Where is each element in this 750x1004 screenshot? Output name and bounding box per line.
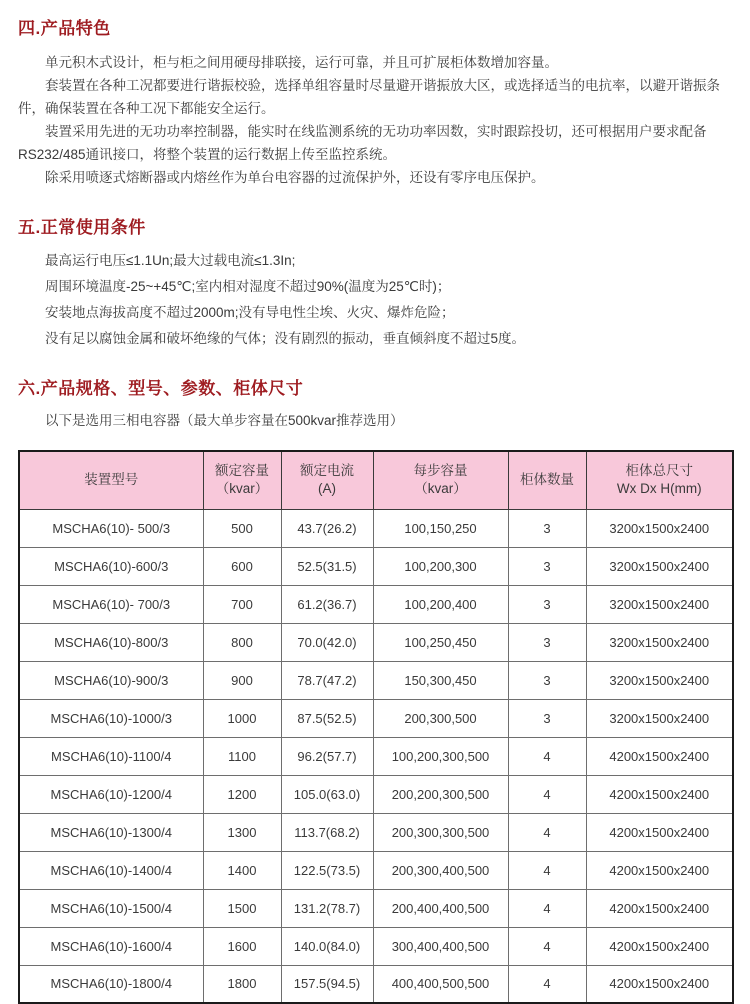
table-cell: 200,400,400,500 bbox=[373, 889, 508, 927]
table-cell: 1600 bbox=[203, 927, 281, 965]
table-cell: 100,200,300,500 bbox=[373, 737, 508, 775]
col-header-model bbox=[19, 451, 203, 509]
col-header-label: 柜体数量 bbox=[520, 472, 574, 488]
table-cell: 200,300,400,500 bbox=[373, 851, 508, 889]
col-header-label: 每步容量 bbox=[413, 463, 468, 479]
table-cell: MSCHA6(10)- 700/3 bbox=[19, 585, 203, 623]
col-header-sublabel: （kvar） bbox=[215, 481, 269, 497]
col-header-label: 额定容量 bbox=[215, 463, 269, 479]
section-heading-product-features: 四.产品特色 bbox=[18, 19, 111, 38]
spec-table-header bbox=[19, 451, 733, 509]
table-row bbox=[19, 889, 733, 927]
usage-conditions-lines bbox=[18, 248, 732, 352]
table-cell: 1000 bbox=[203, 699, 281, 737]
table-cell: 300,400,400,500 bbox=[373, 927, 508, 965]
table-cell: 3200x1500x2400 bbox=[586, 509, 733, 547]
paragraph: 单元积木式设计，柜与柜之间用硬母排联接，运行可靠，并且可扩展柜体数增加容量。 bbox=[45, 55, 558, 70]
col-header-rated-capacity bbox=[203, 451, 281, 509]
col-header-sublabel: （kvar） bbox=[414, 481, 467, 497]
table-cell: MSCHA6(10)-1000/3 bbox=[19, 699, 203, 737]
section-heading-usage-conditions: 五.正常使用条件 bbox=[18, 218, 146, 237]
table-cell: 52.5(31.5) bbox=[281, 547, 373, 585]
section-heading-product-specs: 六.产品规格、型号、参数、柜体尺寸 bbox=[18, 379, 304, 398]
table-cell: 900 bbox=[203, 661, 281, 699]
table-row bbox=[19, 965, 733, 1003]
table-cell: 100,150,250 bbox=[373, 509, 508, 547]
table-row bbox=[19, 927, 733, 965]
table-cell: 500 bbox=[203, 509, 281, 547]
table-cell: 1200 bbox=[203, 775, 281, 813]
table-cell: 700 bbox=[203, 585, 281, 623]
table-cell: 4 bbox=[508, 965, 586, 1003]
table-cell: 131.2(78.7) bbox=[281, 889, 373, 927]
table-cell: 157.5(94.5) bbox=[281, 965, 373, 1003]
table-cell: 87.5(52.5) bbox=[281, 699, 373, 737]
table-cell: 4 bbox=[508, 813, 586, 851]
table-cell: 400,400,500,500 bbox=[373, 965, 508, 1003]
table-cell: 100,250,450 bbox=[373, 623, 508, 661]
header-row bbox=[19, 451, 733, 509]
table-cell: 43.7(26.2) bbox=[281, 509, 373, 547]
table-cell: 3200x1500x2400 bbox=[586, 661, 733, 699]
product-features-paragraphs bbox=[18, 51, 732, 189]
table-cell: 4200x1500x2400 bbox=[586, 813, 733, 851]
table-cell: 96.2(57.7) bbox=[281, 737, 373, 775]
table-cell: MSCHA6(10)-1100/4 bbox=[19, 737, 203, 775]
table-cell: 100,200,400 bbox=[373, 585, 508, 623]
table-row bbox=[19, 585, 733, 623]
table-cell: 4200x1500x2400 bbox=[586, 775, 733, 813]
condition-line: 安装地点海拔高度不超过2000m;没有导电性尘埃、火灾、爆炸危险； bbox=[45, 305, 455, 320]
table-intro-note: 以下是选用三相电容器（最大单步容量在500kvar推荐选用） bbox=[45, 413, 404, 428]
table-row bbox=[19, 813, 733, 851]
table-cell: 1500 bbox=[203, 889, 281, 927]
table-row bbox=[19, 623, 733, 661]
table-cell: 105.0(63.0) bbox=[281, 775, 373, 813]
spec-table-body bbox=[19, 509, 733, 1003]
table-row bbox=[19, 851, 733, 889]
table-cell: 78.7(47.2) bbox=[281, 661, 373, 699]
table-cell: 3 bbox=[508, 509, 586, 547]
table-cell: 150,300,450 bbox=[373, 661, 508, 699]
table-cell: 4200x1500x2400 bbox=[586, 737, 733, 775]
table-cell: 3 bbox=[508, 547, 586, 585]
col-header-sublabel: Wx Dx H(mm) bbox=[616, 481, 702, 497]
col-header-label: 额定电流 bbox=[300, 463, 354, 479]
table-row bbox=[19, 699, 733, 737]
table-cell: 70.0(42.0) bbox=[281, 623, 373, 661]
table-cell: MSCHA6(10)-900/3 bbox=[19, 661, 203, 699]
col-header-cabinet-count bbox=[508, 451, 586, 509]
table-cell: 61.2(36.7) bbox=[281, 585, 373, 623]
table-cell: 4200x1500x2400 bbox=[586, 927, 733, 965]
table-cell: MSCHA6(10)- 500/3 bbox=[19, 509, 203, 547]
table-row bbox=[19, 509, 733, 547]
table-cell: 3200x1500x2400 bbox=[586, 699, 733, 737]
table-cell: 1400 bbox=[203, 851, 281, 889]
table-cell: 4 bbox=[508, 775, 586, 813]
table-cell: 3200x1500x2400 bbox=[586, 547, 733, 585]
table-cell: 3 bbox=[508, 699, 586, 737]
table-cell: MSCHA6(10)-1200/4 bbox=[19, 775, 203, 813]
table-cell: 4 bbox=[508, 889, 586, 927]
table-cell: 4 bbox=[508, 737, 586, 775]
table-cell: 3 bbox=[508, 623, 586, 661]
table-cell: 100,200,300 bbox=[373, 547, 508, 585]
table-cell: MSCHA6(10)-1300/4 bbox=[19, 813, 203, 851]
table-cell: 3200x1500x2400 bbox=[586, 585, 733, 623]
table-cell: MSCHA6(10)-1600/4 bbox=[19, 927, 203, 965]
table-cell: 600 bbox=[203, 547, 281, 585]
col-header-rated-current bbox=[281, 451, 373, 509]
col-header-step-capacity bbox=[373, 451, 508, 509]
table-cell: 4 bbox=[508, 927, 586, 965]
table-cell: 800 bbox=[203, 623, 281, 661]
col-header-label: 装置型号 bbox=[84, 472, 139, 488]
paragraph: 除采用喷逐式熔断器或内熔丝作为单台电容器的过流保护外，还设有零序电压保护。 bbox=[45, 170, 545, 185]
paragraph: 套装置在各种工况都要进行谐振校验，选择单组容量时尽量避开谐振放大区，或选择适当的电抗率，以避开谐振条件，确保装置在各种工况下都能安全运行。 bbox=[18, 78, 720, 116]
spec-table bbox=[18, 450, 734, 1004]
col-header-cabinet-size bbox=[586, 451, 733, 509]
table-cell: 4200x1500x2400 bbox=[586, 965, 733, 1003]
table-cell: 122.5(73.5) bbox=[281, 851, 373, 889]
table-cell: MSCHA6(10)-800/3 bbox=[19, 623, 203, 661]
table-cell: 4 bbox=[508, 851, 586, 889]
table-row bbox=[19, 775, 733, 813]
table-cell: 4200x1500x2400 bbox=[586, 851, 733, 889]
table-cell: 1800 bbox=[203, 965, 281, 1003]
table-cell: 4200x1500x2400 bbox=[586, 889, 733, 927]
table-row bbox=[19, 737, 733, 775]
condition-line: 最高运行电压≤1.1Un;最大过载电流≤1.3In; bbox=[45, 253, 296, 268]
table-cell: 200,200,300,500 bbox=[373, 775, 508, 813]
condition-line: 没有足以腐蚀金属和破坏绝缘的气体；没有剧烈的振动，垂直倾斜度不超过5度。 bbox=[45, 331, 526, 346]
table-cell: MSCHA6(10)-600/3 bbox=[19, 547, 203, 585]
table-cell: 3200x1500x2400 bbox=[586, 623, 733, 661]
table-cell: 1300 bbox=[203, 813, 281, 851]
table-cell: 200,300,300,500 bbox=[373, 813, 508, 851]
table-row bbox=[19, 661, 733, 699]
table-cell: MSCHA6(10)-1400/4 bbox=[19, 851, 203, 889]
table-cell: 3 bbox=[508, 661, 586, 699]
table-cell: MSCHA6(10)-1500/4 bbox=[19, 889, 203, 927]
table-cell: 1100 bbox=[203, 737, 281, 775]
paragraph: 装置采用先进的无功功率控制器，能实时在线监测系统的无功功率因数，实时跟踪投切，还可根据用户要求配备RS232/485通讯接口，将整个装置的运行数据上传至监控系统。 bbox=[18, 124, 707, 162]
table-cell: 3 bbox=[508, 585, 586, 623]
table-cell: 140.0(84.0) bbox=[281, 927, 373, 965]
table-cell: MSCHA6(10)-1800/4 bbox=[19, 965, 203, 1003]
table-row bbox=[19, 547, 733, 585]
col-header-sublabel: (A) bbox=[318, 481, 336, 497]
table-cell: 200,300,500 bbox=[373, 699, 508, 737]
condition-line: 周围环境温度-25~+45℃;室内相对湿度不超过90%(温度为25℃时)； bbox=[45, 279, 451, 294]
table-cell: 113.7(68.2) bbox=[281, 813, 373, 851]
col-header-label: 柜体总尺寸 bbox=[625, 463, 693, 479]
